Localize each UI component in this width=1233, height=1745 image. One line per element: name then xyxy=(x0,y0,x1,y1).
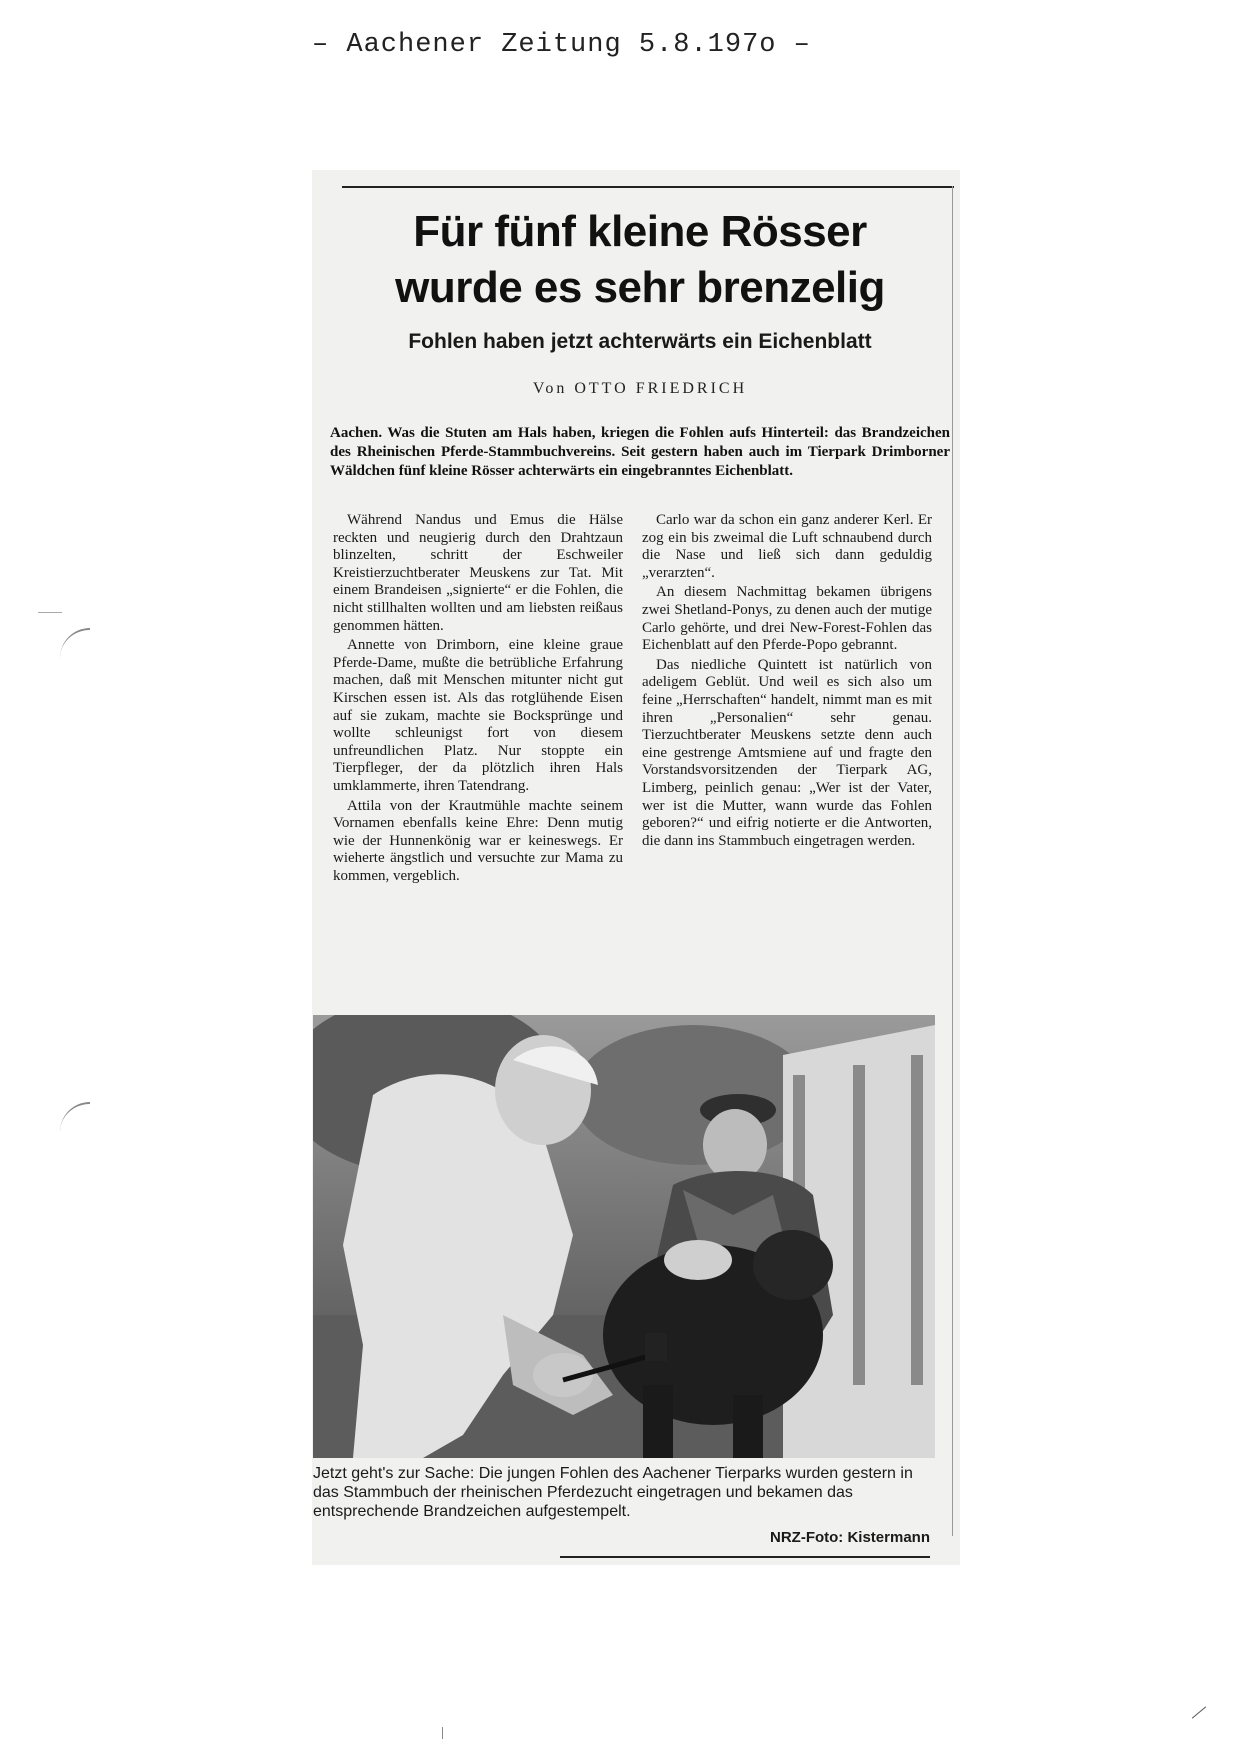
corner-mark xyxy=(1192,1706,1206,1718)
article-column-left xyxy=(333,512,623,887)
clipping-edge xyxy=(952,186,953,1536)
photo-caption: Jetzt geht's zur Sache: Die jungen Fohlen des Aachener Tierparks wurden gestern in das Stammbuch der rheinischen Pferdezucht eingetragen und bekamen das entsprechende Brandzeichen aufgestempelt. xyxy=(313,1465,913,1520)
paragraph: Während Nandus und Emus die Hälse reckten und neugierig durch den Drahtzaun blinzelten, schritt der Eschweiler Kreistierzuchtberater Meuskens zur Tat. Mit einem Brandeisen „signierte“ er die Fohlen, die nicht stillhalten wollten und am liebsten reißaus genommen hätten. xyxy=(333,512,623,634)
article-byline: Von OTTO FRIEDRICH xyxy=(532,380,748,397)
photo-illustration xyxy=(313,1015,935,1458)
article-lead: Aachen. Was die Stuten am Hals haben, kriegen die Fohlen aufs Hinterteil: das Brandzeichen des Rheinischen Pferde-Stammbuchvereins. Seit gestern haben auch im Tierpark Drimborner Wäldchen fünf kleine Rösser achterwärts ein eingebranntes Eichenblatt. xyxy=(330,425,950,479)
article-column-right xyxy=(642,512,932,852)
punch-hole-mark xyxy=(60,1102,90,1134)
paragraph: Attila von der Krautmühle machte seinem Vornamen ebenfalls keine Ehre: Denn mutig wie der Hunnenkönig war er keineswegs. Er wieherte ängstlich und versuchte zur Mama zu kommen, vergeblich. xyxy=(333,797,623,884)
paragraph: Carlo war da schon ein ganz anderer Kerl. Er zog ein bis zweimal die Luft schnaubend durch die Nase und ließ sich dann geduldig „verarzten“. xyxy=(642,512,932,581)
paragraph: Annette von Drimborn, eine kleine graue Pferde-Dame, mußte die betrübliche Erfahrung machen, daß mit Menschen mitunter nicht gut Kirschen essen ist. Als das rotglühende Eisen auf sie zukam, machte sie Bocksprünge und wollte schleunigst fort von diesem unfreundlichen Platz. Nur stoppte ein Tierpfleger, der da plötzlich ihren Hals umklammerte, ihren Tatendrang. xyxy=(333,637,623,794)
headline-line-2: wurde es sehr brenzelig xyxy=(395,263,885,312)
top-rule xyxy=(342,186,954,188)
article-headline xyxy=(330,204,950,316)
bottom-rule xyxy=(560,1556,930,1558)
paragraph: Das niedliche Quintett ist natürlich von adeligem Geblüt. Und weil es sich also um feine „Herrschaften“ handelt, nimmt man es mit ihren „Personalien“ sehr genau. Tierzuchtberater Meuskens setzte denn auch eine gestrenge Amtsmiene auf und fragte den Vorstandsvorsitzenden der Tierpark AG, Limberg, peinlich genau: „Wer ist der Vater, wer ist die Mutter, wann wurde das Fohlen geboren?“ und eifrig notierte er die Antworten, die dann ins Stammbuch eingetragen werden. xyxy=(642,656,932,849)
article-subheadline: Fohlen haben jetzt achterwärts ein Eichenblatt xyxy=(408,330,872,353)
bottom-tick xyxy=(442,1727,443,1739)
headline-line-1: Für fünf kleine Rösser xyxy=(413,207,867,256)
typed-date-header: – Aachener Zeitung 5.8.197o – xyxy=(312,30,811,60)
margin-dash xyxy=(38,612,62,613)
photo-credit: NRZ-Foto: Kistermann xyxy=(770,1529,930,1546)
paragraph: An diesem Nachmittag bekamen übrigens zwei Shetland-Ponys, zu denen auch der mutige Carlo gehörte, und drei New-Forest-Fohlen das Eichenblatt auf den Pferde-Popo gebrannt. xyxy=(642,584,932,654)
article-photo xyxy=(313,1015,935,1458)
punch-hole-mark xyxy=(60,628,90,660)
